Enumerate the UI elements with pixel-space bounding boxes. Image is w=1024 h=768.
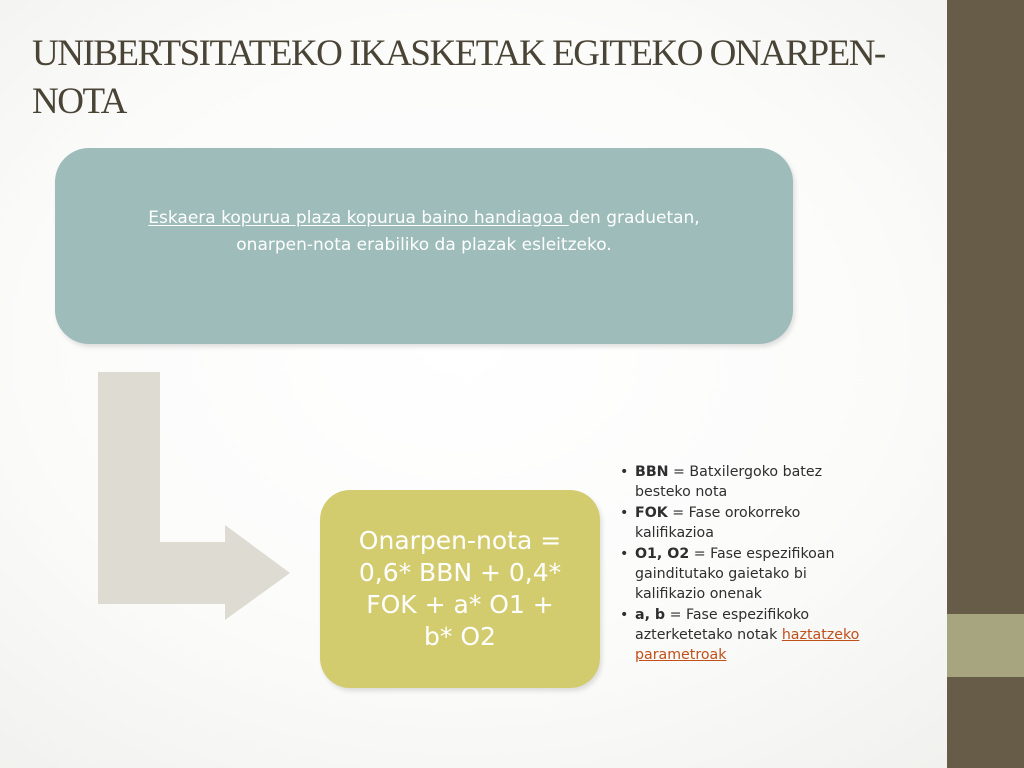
- variable-legend: [620, 462, 870, 666]
- formula-line-3: FOK + a* O1 +: [366, 590, 554, 619]
- legend-term: FOK: [635, 505, 668, 521]
- bent-arrow-connector: [98, 372, 293, 624]
- slide-title: UNIBERTSITATEKO IKASKETAK EGITEKO ONARPEN-NOTA: [32, 33, 885, 122]
- bullet-icon: •: [620, 464, 629, 480]
- formula-line-1: Onarpen-nota =: [358, 526, 562, 555]
- legend-term: a, b: [635, 607, 666, 623]
- legend-description: = Batxilergoko batez besteko nota: [635, 464, 823, 500]
- legend-item-bbn: [620, 462, 870, 502]
- condition-underlined-text: Eskaera kopurua plaza kopurua baino handiagoa: [148, 208, 569, 228]
- condition-text: [124, 205, 724, 259]
- legend-term: BBN: [635, 464, 669, 480]
- formula-line-2: 0,6* BBN + 0,4*: [358, 558, 562, 587]
- legend-term: O1, O2: [635, 546, 690, 562]
- formula-box: [320, 490, 600, 688]
- formula-text: [359, 525, 561, 653]
- legend-description: = Fase orokorreko kalifikazioa: [635, 505, 801, 541]
- parameters-link[interactable]: haztatzeko parametroak: [635, 627, 860, 663]
- condition-box: [55, 148, 793, 344]
- formula-line-4: b* O2: [424, 622, 496, 651]
- bullet-icon: •: [620, 546, 629, 562]
- legend-description: = Fase espezifikoko azterketetako notak: [635, 607, 810, 643]
- bullet-icon: •: [620, 505, 629, 521]
- legend-description: = Fase espezifikoan gainditutako gaietako bi kalifikazio onenak: [635, 546, 835, 602]
- bullet-icon: •: [620, 607, 629, 623]
- legend-item-a-b: [620, 605, 870, 665]
- bent-arrow-shape: [98, 372, 290, 620]
- condition-rest-text: den graduetan, onarpen-nota erabiliko da plazak esleitzeko.: [236, 208, 700, 255]
- legend-item-fok: [620, 503, 870, 543]
- legend-item-o1-o2: [620, 544, 870, 604]
- right-band-accent: [947, 614, 1024, 677]
